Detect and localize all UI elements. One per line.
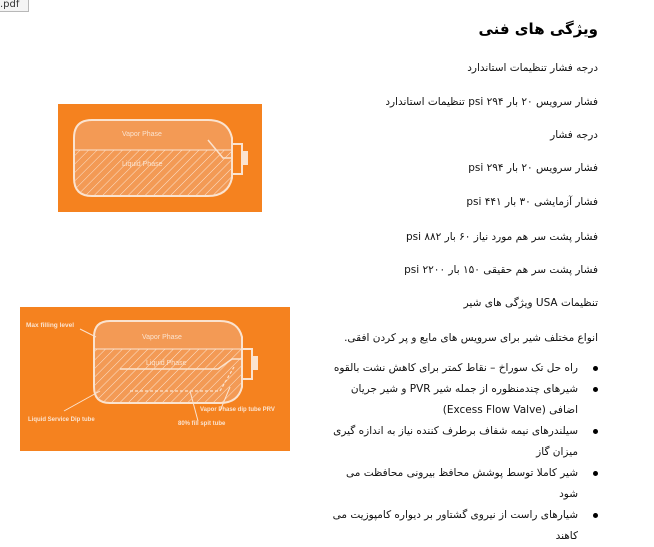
- list-item: شیرهای چندمنظوره از جمله شیر PVR و شیر جریان اضافی (Excess Flow Valve): [326, 379, 598, 421]
- liquid-phase-label: Liquid Phase: [146, 360, 187, 367]
- bullet-dot: [593, 387, 598, 392]
- spec-line: درجه فشار: [550, 129, 598, 141]
- list-item: سیلندرهای نیمه شفاف برطرف کننده نیاز به اندازه گیری میزان گاز: [326, 421, 598, 463]
- dip-tube-label: Liquid Service Dip tube: [28, 417, 95, 423]
- cylinder-diagram-large: [20, 307, 290, 451]
- valve-body: [252, 356, 258, 370]
- spec-line: فشار پشت سر هم حقیقی ۱۵۰ بار ۲۲۰۰ psi: [404, 264, 598, 276]
- list-item: شیارهای راست از نیروی گشتاور بر دیواره کامپوزیت می کاهند: [326, 505, 598, 547]
- spec-line: درجه فشار تنظیمات استاندارد: [467, 62, 598, 74]
- cylinder-diagram-small: [58, 104, 262, 212]
- vapor-phase-label: Vapor Phase: [142, 334, 182, 341]
- bullet-dot: [593, 513, 598, 518]
- page-heading: ویژگی های فنی: [478, 20, 598, 38]
- pdf-file-tag: .pdf: [0, 0, 29, 12]
- liquid-region: [95, 349, 241, 402]
- spit-tube-label: 80% fill spit tube: [178, 421, 226, 427]
- liquid-region: [75, 150, 231, 195]
- list-item: شیر کاملا توسط پوشش محافظ بیرونی محافظت می شود: [326, 463, 598, 505]
- list-item: راه حل تک سوراخ – نقاط کمتر برای کاهش نشت بالقوه: [326, 358, 598, 379]
- spec-line: فشار سرویس ۲۰ بار ۲۹۴ psi: [468, 162, 598, 174]
- intro-line: انواع مختلف شیر برای سرویس های مایع و پر کردن افقی.: [344, 332, 598, 344]
- spec-line: تنظیمات USA ویژگی های شیر: [463, 297, 598, 309]
- bullet-dot: [593, 366, 598, 371]
- valve-body: [242, 151, 248, 165]
- spec-line: فشار آزمایشی ۳۰ بار ۴۴۱ psi: [466, 196, 598, 208]
- max-filling-level-label: Max filling level: [26, 322, 75, 329]
- prv-label: Vapor Phase dip tube PRV: [200, 407, 275, 413]
- vapor-phase-label: Vapor Phase: [122, 131, 162, 138]
- liquid-phase-label: Liquid Phase: [122, 161, 163, 168]
- bullet-dot: [593, 429, 598, 434]
- bullet-dot: [593, 471, 598, 476]
- feature-list: [326, 358, 598, 547]
- spec-line: فشار سرویس ۲۰ بار ۲۹۴ psi تنظیمات استاندارد: [385, 96, 598, 108]
- spec-line: فشار پشت سر هم مورد نیاز ۶۰ بار ۸۸۲ psi: [405, 231, 598, 243]
